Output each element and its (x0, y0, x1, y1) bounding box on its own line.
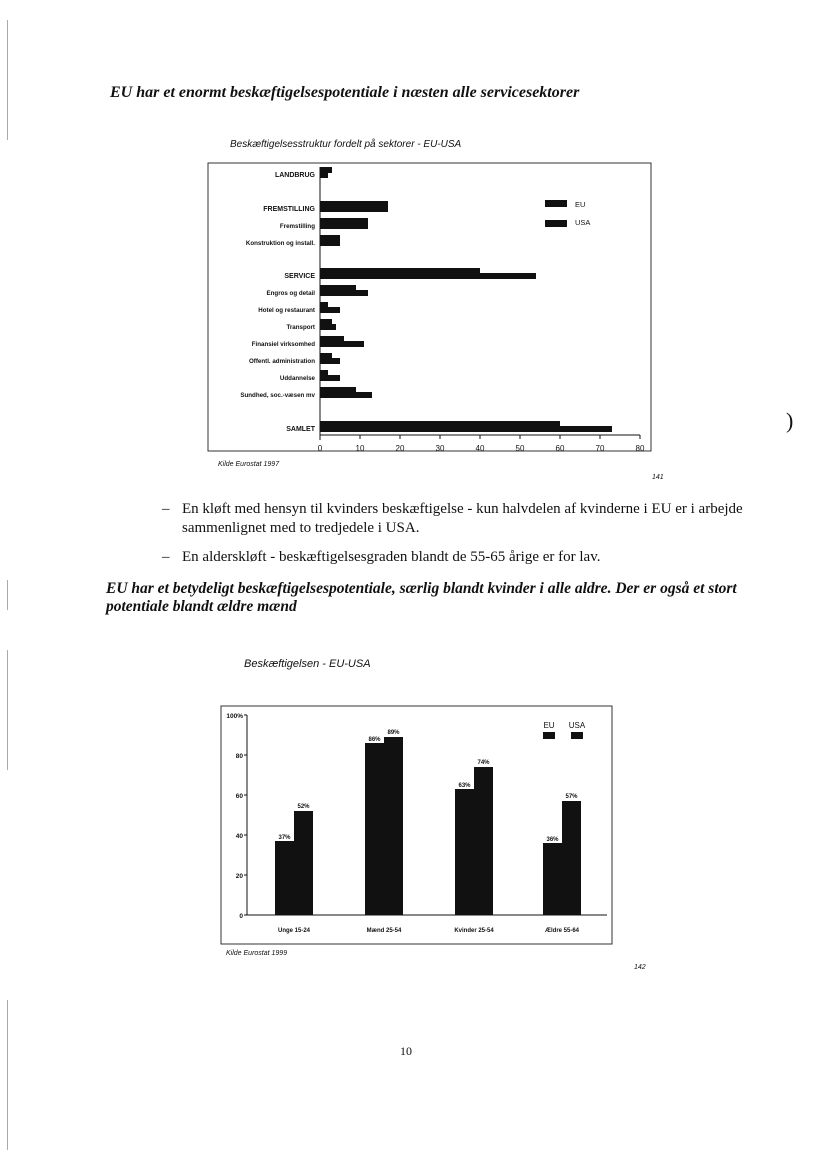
bullet-text: En alderskløft - beskæftigelsesgraden blandt de 55-65 årige er for lav. (182, 549, 601, 565)
chart2-data-label: 37% (278, 835, 291, 841)
chart1-bar-usa (320, 358, 340, 364)
chart2-y-tick-label: 60 (235, 793, 243, 800)
chart2-bar-usa (294, 811, 313, 915)
chart1-legend-label: USA (575, 218, 591, 227)
chart1-x-tick-label: 80 (635, 444, 645, 453)
chart2-bar-usa (384, 737, 403, 915)
employment-bar-chart (215, 700, 620, 950)
chart2-bar-eu (365, 743, 384, 915)
chart1-bar-usa (320, 206, 388, 212)
chart1-bar-usa (320, 426, 612, 432)
chart1-category-label: Transport (286, 324, 315, 331)
scan-margin-line (7, 1000, 8, 1150)
chart1-bar-usa (320, 341, 364, 347)
chart2-caption: Beskæftigelsen - EU-USA (244, 658, 371, 670)
chart1-source: Kilde Eurostat 1997 (218, 461, 280, 468)
chart1-x-tick-label: 70 (595, 444, 605, 453)
chart2-legend-label: EU (543, 721, 555, 730)
bullet-dash: – (162, 549, 170, 565)
right-margin-mark: ) (786, 408, 794, 433)
chart1-bar-usa (320, 172, 328, 178)
chart2-legend-swatch-usa (571, 732, 583, 739)
chart2-y-tick-label: 20 (235, 873, 243, 880)
chart1-category-label: Hotel og restaurant (258, 307, 315, 314)
scan-margin-line (7, 580, 8, 610)
page-number: 10 (400, 1044, 412, 1058)
chart1-bar-usa (320, 324, 336, 330)
chart2-y-tick-label: 40 (235, 833, 243, 840)
chart2-legend-swatch-eu (543, 732, 555, 739)
chart2-data-label: 86% (368, 737, 381, 743)
chart1-bar-usa (320, 290, 368, 296)
chart1-category-label: SAMLET (286, 426, 315, 433)
chart2-category-label: Kvinder 25-54 (454, 928, 494, 934)
bullet-item-1 (162, 500, 762, 540)
chart1-bar-usa (320, 307, 340, 313)
chart2-category-label: Unge 15-24 (277, 928, 311, 934)
chart1-x-tick-label: 20 (395, 444, 405, 453)
chart1-category-label: Sundhed, soc.-væsen mv (240, 392, 315, 399)
sector-bar-chart (200, 155, 660, 470)
chart1-category-label: Fremstilling (279, 223, 315, 230)
chart2-category-label: Ældre 55-64 (544, 928, 580, 934)
chart1-category-label: Offentl. administration (248, 358, 315, 365)
bullet-item-2 (162, 548, 762, 570)
chart2-legend-label: USA (568, 721, 586, 730)
bullet-dash: – (162, 501, 170, 517)
chart1-bar-usa (320, 392, 372, 398)
chart1-x-tick-label: 60 (555, 444, 565, 453)
chart2-source: Kilde Eurostat 1999 (226, 950, 288, 957)
bullet-text: En kløft med hensyn til kvinders beskæftigelse - kun halvdelen af kvinderne i EU er i arbejde sammenlignet med to tredjedele i USA. (182, 501, 743, 536)
chart1-x-tick-label: 30 (435, 444, 445, 453)
chart2-bar-eu (455, 789, 474, 915)
chart1-bar-usa (320, 223, 368, 229)
chart1-category-label: SERVICE (284, 273, 315, 280)
chart1-category-label: Finansiel virksomhed (251, 341, 315, 348)
chart1-category-label: Uddannelse (279, 375, 315, 382)
chart2-data-label: 57% (565, 794, 578, 800)
chart1-x-tick-label: 10 (355, 444, 365, 453)
chart2-bar-eu (543, 843, 562, 915)
chart1-legend-swatch-usa (545, 220, 567, 227)
chart2-page-mark: 142 (634, 964, 646, 971)
chart1-bar-usa (320, 375, 340, 381)
chart2-data-label: 74% (477, 760, 490, 766)
chart2-y-tick-label: 0 (239, 913, 243, 920)
chart2-data-label: 36% (546, 837, 559, 843)
chart2-y-tick-label: 80 (235, 753, 243, 760)
chart2-data-label: 52% (297, 804, 310, 810)
chart1-x-tick-label: 40 (475, 444, 485, 453)
chart1-category-label: Engros og detail (266, 290, 315, 297)
chart1-caption: Beskæftigelsesstruktur fordelt på sektorer - EU-USA (230, 139, 462, 150)
chart2-y-tick-label: 100% (226, 713, 243, 720)
chart2-data-label: 89% (387, 730, 400, 736)
chart2-bar-eu (275, 841, 294, 915)
chart1-legend-swatch-eu (545, 200, 567, 207)
scan-margin-line (7, 20, 8, 140)
chart1-page-mark: 141 (652, 474, 664, 481)
chart2-category-label: Mænd 25-54 (366, 928, 402, 934)
chart1-legend-label: EU (575, 200, 586, 209)
chart1-x-tick-label: 0 (317, 444, 323, 453)
chart1-bar-usa (320, 273, 536, 279)
chart1-bar-usa (320, 240, 340, 246)
chart1-category-label: LANDBRUG (274, 172, 315, 179)
chart1-category-label: Konstruktion og install. (245, 240, 315, 247)
chart2-data-label: 63% (458, 783, 471, 789)
scan-margin-line (7, 650, 8, 770)
heading-2: EU har et betydeligt beskæftigelsespotentiale, særlig blandt kvinder i alle aldre. Der er også et stort potentiale blandt ældre mænd (106, 580, 737, 615)
chart1-x-tick-label: 50 (515, 444, 525, 453)
chart1-category-label: FREMSTILLING (263, 206, 315, 213)
chart2-bar-usa (562, 801, 581, 915)
chart2-bar-usa (474, 767, 493, 915)
heading-1: EU har et enormt beskæftigelsespotentiale i næsten alle servicesektorer (110, 84, 580, 101)
